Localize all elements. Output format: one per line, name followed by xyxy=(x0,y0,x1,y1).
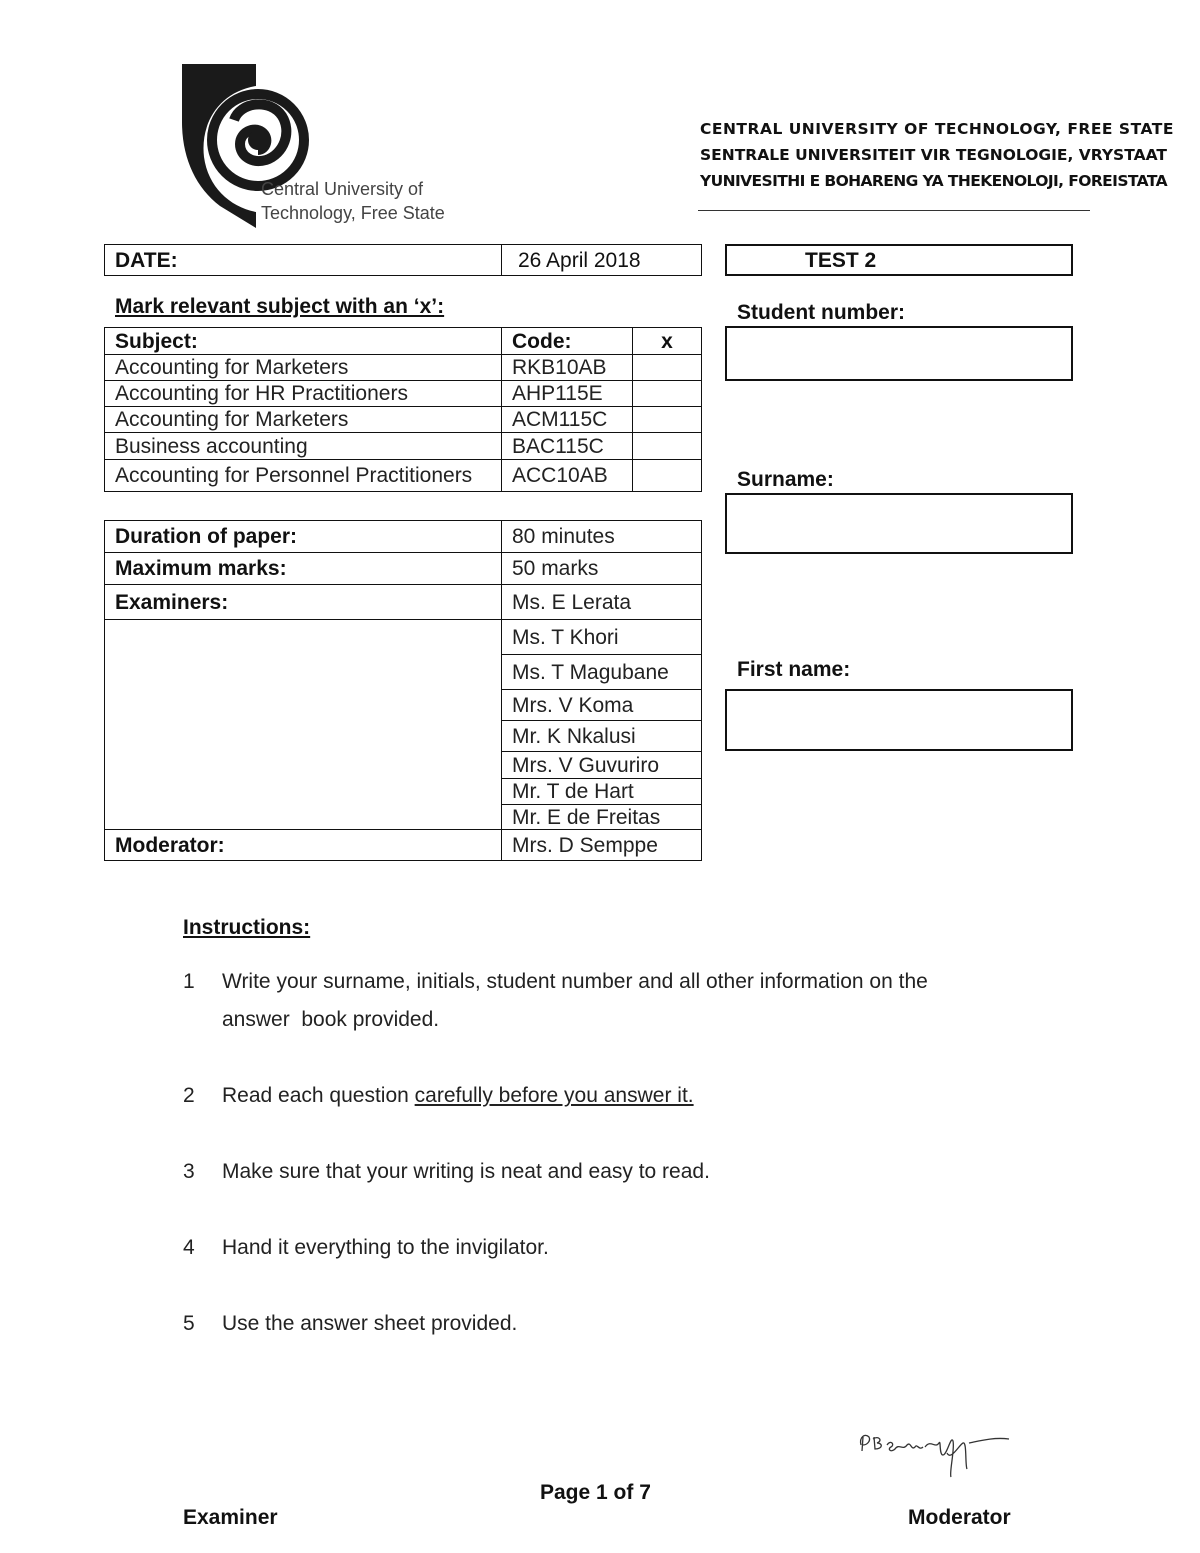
examiner-footer-label: Examiner xyxy=(183,1506,278,1529)
first-name-label: First name: xyxy=(737,658,851,681)
paper-info-table xyxy=(104,520,702,861)
examiner-name: Mr. E de Freitas xyxy=(502,805,702,830)
examiner-name: Mr. K Nkalusi xyxy=(502,721,702,752)
moderator-footer-label: Moderator xyxy=(908,1506,1011,1529)
date-label: DATE: xyxy=(105,245,502,276)
subject-mark-cell[interactable] xyxy=(633,381,702,407)
logo-text-line2: Technology, Free State xyxy=(261,203,445,223)
instruction-underlined-text: carefully before you answer it. xyxy=(414,1084,694,1107)
subject-code: RKB10AB xyxy=(502,355,633,381)
instruction-text: Write your surname, initials, student number and all other information on the xyxy=(222,970,928,993)
duration-value: 80 minutes xyxy=(502,521,702,553)
subject-mark-cell[interactable] xyxy=(633,407,702,433)
subject-mark-cell[interactable] xyxy=(633,433,702,460)
date-value: 26 April 2018 xyxy=(502,245,702,276)
header-divider xyxy=(698,210,1090,211)
examiner-name: Mrs. V Guvuriro xyxy=(502,752,702,779)
examiner-name: Ms. T Magubane xyxy=(502,655,702,690)
subject-name: Business accounting xyxy=(105,433,502,460)
examiner-name: Ms. E Lerata xyxy=(502,585,702,620)
instruction-number: 5 xyxy=(183,1312,195,1335)
subject-code: AHP115E xyxy=(502,381,633,407)
first-name-field[interactable] xyxy=(725,689,1073,751)
instruction-plain-text: Read each question xyxy=(222,1084,415,1107)
moderator-value: Mrs. D Semppe xyxy=(502,830,702,861)
instruction-number: 3 xyxy=(183,1160,195,1183)
page-number: Page 1 of 7 xyxy=(540,1481,651,1504)
table-row xyxy=(105,460,702,492)
moderator-signature-icon xyxy=(855,1425,1015,1481)
max-marks-value: 50 marks xyxy=(502,553,702,585)
instruction-text xyxy=(222,1084,694,1108)
instruction-text: Make sure that your writing is neat and easy to read. xyxy=(222,1160,710,1183)
subject-code: ACM115C xyxy=(502,407,633,433)
table-row xyxy=(105,355,702,381)
duration-label: Duration of paper: xyxy=(105,521,502,553)
university-name-st: YUNIVESITHI E BOHARENG YA THEKENOLOJI, FOREISTATA xyxy=(700,172,1168,190)
test-label-box xyxy=(725,244,1073,276)
instruction-number: 1 xyxy=(183,970,195,993)
subject-name: Accounting for Marketers xyxy=(105,355,502,381)
examiner-name: Mrs. V Koma xyxy=(502,690,702,721)
date-table xyxy=(104,244,702,276)
instruction-text: Use the answer sheet provided. xyxy=(222,1312,518,1335)
code-column-header: Code: xyxy=(502,328,633,355)
university-name-en: CENTRAL UNIVERSITY OF TECHNOLOGY, FREE STATE xyxy=(700,120,1174,138)
subject-name: Accounting for Personnel Practitioners xyxy=(105,460,502,492)
subject-table xyxy=(104,327,702,492)
examiners-blank-cell xyxy=(105,620,502,830)
subject-column-header: Subject: xyxy=(105,328,502,355)
student-number-field[interactable] xyxy=(725,326,1073,381)
surname-field[interactable] xyxy=(725,493,1073,554)
mark-column-header: x xyxy=(633,328,702,355)
table-row xyxy=(105,433,702,460)
subject-heading: Mark relevant subject with an ‘x’: xyxy=(115,295,445,318)
instructions-heading: Instructions: xyxy=(183,916,311,939)
test-label: TEST 2 xyxy=(805,249,877,272)
surname-label: Surname: xyxy=(737,468,834,491)
university-logo xyxy=(180,62,450,232)
instruction-text: Hand it everything to the invigilator. xyxy=(222,1236,549,1259)
instruction-text-continued: answer book provided. xyxy=(222,1008,440,1031)
table-row xyxy=(105,381,702,407)
logo-text-line1: Central University of xyxy=(261,179,424,199)
subject-mark-cell[interactable] xyxy=(633,460,702,492)
subject-code: ACC10AB xyxy=(502,460,633,492)
moderator-label: Moderator: xyxy=(105,830,502,861)
table-row xyxy=(105,407,702,433)
subject-name: Accounting for Marketers xyxy=(105,407,502,433)
subject-code: BAC115C xyxy=(502,433,633,460)
university-name-af: SENTRALE UNIVERSITEIT VIR TEGNOLOGIE, VRYSTAAT xyxy=(700,146,1167,164)
examiners-label: Examiners: xyxy=(105,585,502,620)
student-number-label: Student number: xyxy=(737,301,905,324)
max-marks-label: Maximum marks: xyxy=(105,553,502,585)
subject-name: Accounting for HR Practitioners xyxy=(105,381,502,407)
subject-mark-cell[interactable] xyxy=(633,355,702,381)
instruction-number: 2 xyxy=(183,1084,195,1107)
examiner-name: Mr. T de Hart xyxy=(502,779,702,805)
examiner-name: Ms. T Khori xyxy=(502,620,702,655)
instruction-number: 4 xyxy=(183,1236,195,1259)
